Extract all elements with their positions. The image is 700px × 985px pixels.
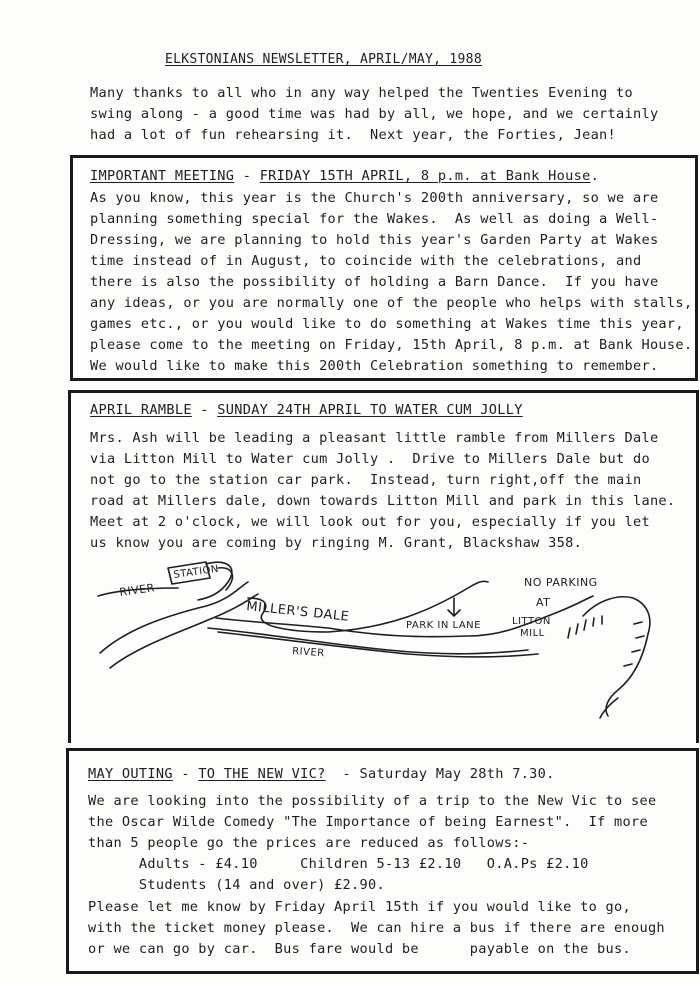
map-station: STATION	[172, 563, 220, 581]
meeting-sep: -	[234, 168, 260, 184]
meeting-line: any ideas, or you are normally one of the people who helps with stalls,	[90, 295, 693, 311]
map-at: AT	[536, 596, 551, 609]
ramble-line: Mrs. Ash will be leading a pleasant little ramble from Millers Dale	[90, 430, 659, 446]
intro-line: Many thanks to all who in any way helped the Twenties Evening to	[90, 85, 633, 101]
ramble-heading: APRIL RAMBLE	[90, 402, 192, 418]
map-river-bottom: RIVER	[291, 646, 325, 660]
meeting-line: time instead of in August, to coincide with the celebrations, and	[90, 253, 642, 269]
meeting-line: As you know, this year is the Church's 200th anniversary, so we are	[90, 190, 659, 206]
outing-line: than 5 people go the prices are reduced as follows:-	[88, 835, 530, 851]
outing-sep: -	[172, 766, 199, 782]
intro-line: had a lot of fun rehearsing it. Next year, the Forties, Jean!	[90, 127, 617, 143]
outing-line: or we can go by car. Bus fare would be payable on the bus.	[88, 941, 631, 957]
outing-heading: MAY OUTING	[88, 766, 173, 782]
meeting-heading-line	[90, 168, 599, 184]
ramble-heading-line	[90, 402, 523, 418]
ramble-line: road at Millers dale, down towards Litton Mill and park in this lane.	[90, 493, 676, 509]
outing-line: with the ticket money please. We can hire a bus if there are enough	[88, 920, 665, 936]
outing-heading-line	[88, 766, 555, 782]
outing-prices-line: Adults - £4.10 Children 5-13 £2.10 O.A.Ps £2.10	[88, 856, 589, 872]
meeting-line: please come to the meeting on Friday, 15th April, 8 p.m. at Bank House.	[90, 337, 693, 353]
meeting-heading: IMPORTANT MEETING	[90, 168, 235, 184]
newsletter-title: ELKSTONIANS NEWSLETTER, APRIL/MAY, 1988	[165, 52, 482, 67]
outing-line: Please let me know by Friday April 15th if you would like to go,	[88, 899, 631, 915]
map-millers-dale: MILLER'S DALE	[245, 599, 350, 625]
outing-when: - Saturday May 28th 7.30.	[325, 766, 555, 782]
meeting-dot: .	[590, 168, 600, 184]
meeting-line: We would like to make this 200th Celebration something to remember.	[90, 358, 659, 374]
meeting-date: FRIDAY 15TH APRIL, 8 p.m. at Bank House	[259, 168, 591, 184]
intro-line: swing along - a good time was had by all, we hope, and we certainly	[90, 106, 659, 122]
map-park-in-lane: PARK IN LANE	[406, 620, 481, 631]
park-arrow	[448, 598, 460, 616]
ramble-sep: -	[191, 402, 218, 418]
outing-dest: TO THE NEW VIC?	[198, 766, 326, 782]
outing-line: the Oscar Wilde Comedy "The Importance of being Earnest". If more	[88, 814, 648, 830]
map-litton: LITTON	[512, 616, 551, 627]
route-map	[88, 558, 678, 728]
map-mill: MILL	[520, 628, 545, 639]
meeting-line: planning something special for the Wakes. As well as doing a Well-	[90, 211, 659, 227]
ramble-date: SUNDAY 24TH APRIL TO WATER CUM JOLLY	[217, 402, 523, 418]
map-no-parking: NO PARKING	[524, 576, 598, 589]
meeting-line: there is also the possibility of holding a Barn Dance. If you have	[90, 274, 659, 290]
ramble-line: via Litton Mill to Water cum Jolly . Drive to Millers Dale but do	[90, 451, 650, 467]
hill-outline	[583, 597, 650, 634]
ramble-line: not go to the station car park. Instead, turn right,off the main	[90, 472, 642, 488]
ramble-line: Meet at 2 o'clock, we will look out for you, especially if you let	[90, 514, 650, 530]
ramble-line: us know you are coming by ringing M. Grant, Blackshaw 358.	[90, 535, 583, 551]
meeting-line: Dressing, we are planning to hold this year's Garden Party at Wakes	[90, 232, 659, 248]
meeting-line: games etc., or you would like to do something at Wakes time this year,	[90, 316, 684, 332]
outing-line: We are looking into the possibility of a trip to the New Vic to see	[88, 793, 657, 809]
map-river-top: RIVER	[118, 581, 156, 599]
outing-prices-line: Students (14 and over) £2.90.	[88, 877, 385, 893]
